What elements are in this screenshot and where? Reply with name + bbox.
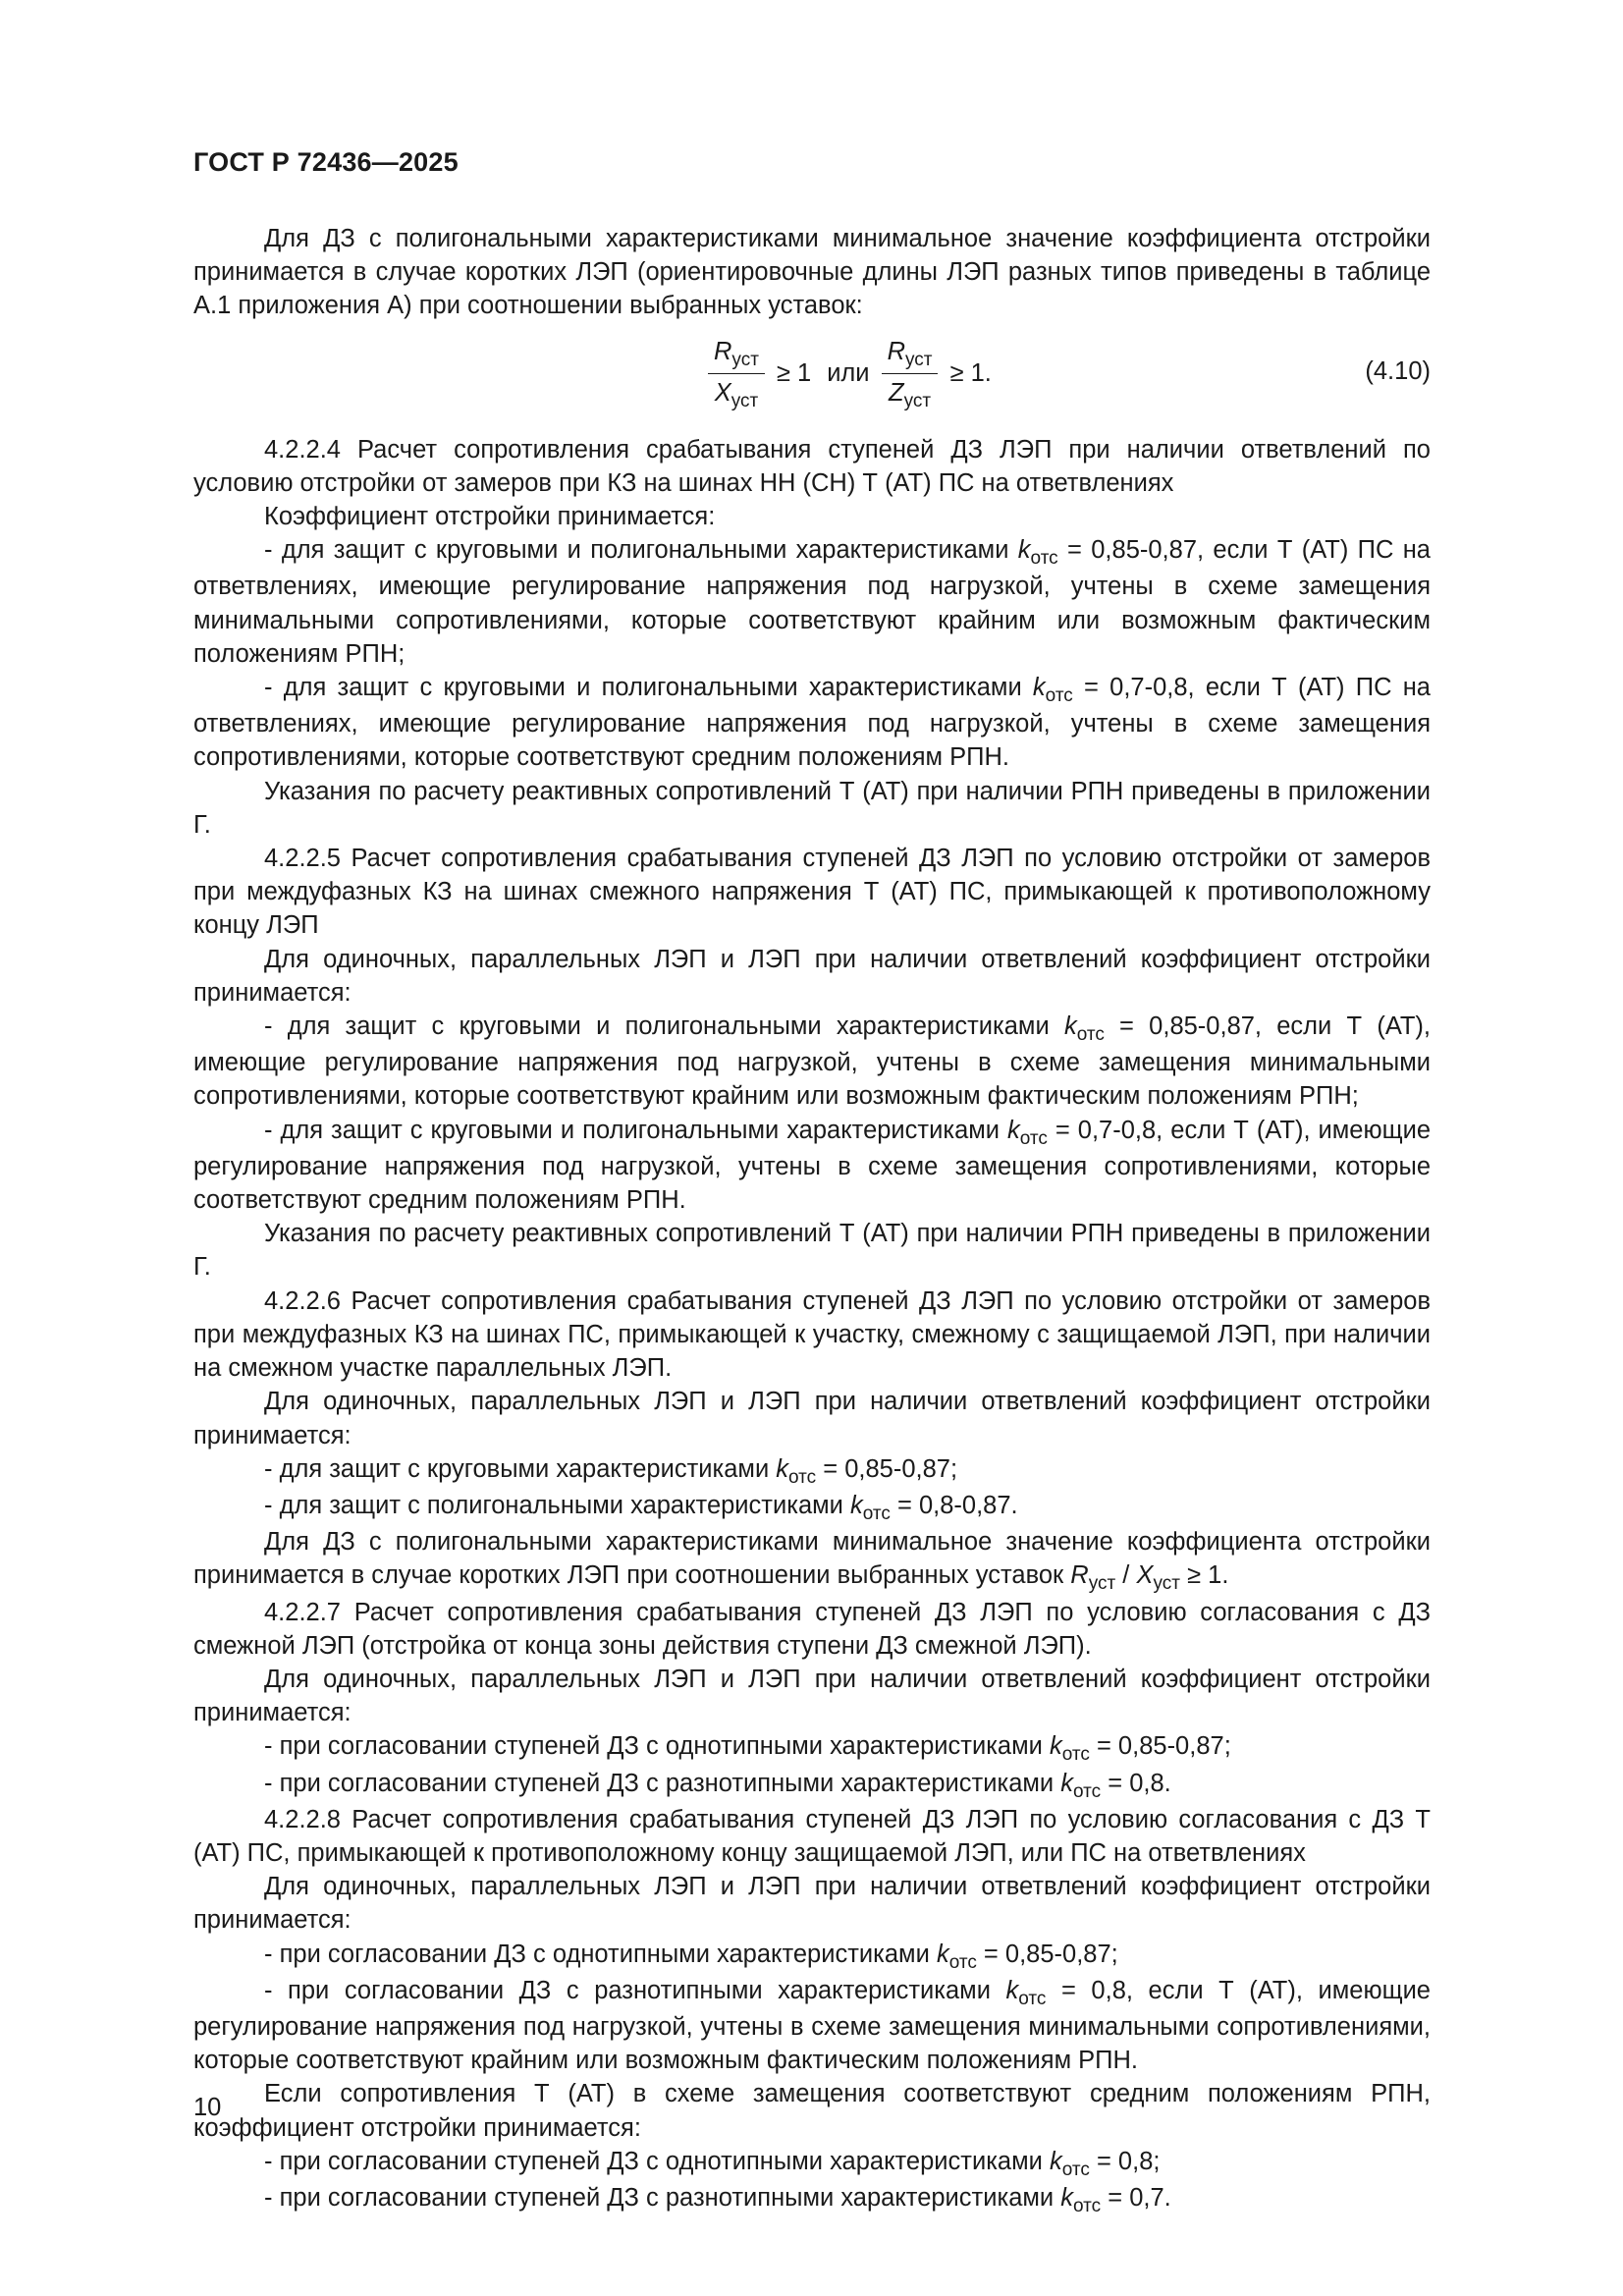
paragraph: Для одиночных, параллельных ЛЭП и ЛЭП при наличии ответвлений коэффициент отстройки принимается: bbox=[193, 1665, 1431, 1727]
formula-operator: ≥ 1 bbox=[776, 359, 812, 387]
section-4-2-2-5: 4.2.2.5 Расчет сопротивления срабатывания ступеней ДЗ ЛЭП по условию отстройки от замеров при междуфазных КЗ на шинах смежного напряжения Т (АТ) ПС, примыкающей к противоположному концу ЛЭП bbox=[193, 845, 1431, 940]
formula-number: (4.10) bbox=[1365, 356, 1431, 385]
list-item: - для защит с круговыми и полигональными характеристиками $k_{отс} = 0,85-0,87$, если Т (АТ) ПС на ответвлениях, имеющие регулирование напряжения под нагрузкой, учтены в схеме замещения минимальными сопротивлениями, которые соответствуют крайним или возможным фактическим положениям РПН; bbox=[193, 536, 1431, 668]
formula-operator: ≥ 1. bbox=[949, 359, 992, 387]
list-item: - при согласовании ДЗ с однотипными характеристиками $k_{отс} = 0,85-0,87$; bbox=[264, 1940, 1118, 1973]
page-body bbox=[193, 222, 1431, 2217]
page-number: 10 bbox=[193, 2094, 222, 2121]
list-item: - для защит с круговыми и полигональными характеристиками $k_{отс} = 0,7-0,8$, если Т (АТ) ПС на ответвлениях, имеющие регулирование напряжения под нагрузкой, учтены в схеме замещения сопротивлениями, которые соответствуют средним положениям РПН. bbox=[193, 674, 1431, 772]
paragraph: Для ДЗ с полигональными характеристиками минимальное значение коэффициента отстройки принимается в случае коротких ЛЭП при соотношении выбранных уставок $R_{уст} / X_{уст} \ge 1$. bbox=[193, 1528, 1431, 1595]
paragraph: Указания по расчету реактивных сопротивлений Т (АТ) при наличии РПН приведены в приложении Г. bbox=[193, 777, 1431, 839]
fraction-r-over-z bbox=[882, 333, 939, 414]
paragraph: Для одиночных, параллельных ЛЭП и ЛЭП при наличии ответвлений коэффициент отстройки принимается: bbox=[193, 1873, 1431, 1935]
paragraph: Указания по расчету реактивных сопротивлений Т (АТ) при наличии РПН приведены в приложении Г. bbox=[193, 1220, 1431, 1282]
paragraph: Для одиночных, параллельных ЛЭП и ЛЭП при наличии ответвлений коэффициент отстройки принимается: bbox=[193, 1388, 1431, 1449]
list-item: - для защит с полигональными характеристиками $k_{отс} = 0,8-0,87$. bbox=[264, 1491, 1018, 1524]
formula-4-10 bbox=[193, 325, 1431, 429]
section-4-2-2-4: 4.2.2.4 Расчет сопротивления срабатывания ступеней ДЗ ЛЭП при наличии ответвлений по условию отстройки от замеров при КЗ на шинах НН (СН) Т (АТ) ПС на ответвлениях bbox=[193, 435, 1431, 497]
fraction-r-over-x bbox=[708, 333, 765, 414]
paragraph: Коэффициент отстройки принимается: bbox=[264, 503, 716, 531]
list-item: - при согласовании ступеней ДЗ с разнотипными характеристиками $k_{отс} = 0,7$. bbox=[264, 2183, 1171, 2216]
list-item: - при согласовании ступеней ДЗ с однотипными характеристиками $k_{отс} = 0,8$; bbox=[264, 2147, 1161, 2180]
list-item: - для защит с круговыми и полигональными характеристиками $k_{отс} = 0,7-0,8$, если Т (АТ), имеющие регулирование напряжения под нагрузкой, учтены в схеме замещения сопротивлениями, которые соответствуют средним положениям РПН. bbox=[193, 1116, 1432, 1215]
document-header: ГОСТ Р 72436—2025 bbox=[193, 147, 459, 177]
fraction-denominator: $Z_{уст}$ bbox=[888, 378, 932, 411]
paragraph: Если сопротивления Т (АТ) в схеме замещения соответствуют средним положениям РПН, коэффициент отстройки принимается: bbox=[193, 2080, 1431, 2142]
paragraph: Для ДЗ с полигональными характеристиками минимальное значение коэффициента отстройки принимается в случае коротких ЛЭП (ориентировочные длины ЛЭП разных типов приведены в таблице А.1 приложения А) при соотношении выбранных уставок: bbox=[193, 225, 1431, 320]
fraction-denominator: $X_{уст}$ bbox=[714, 378, 759, 411]
formula-conjunction: или bbox=[827, 359, 870, 387]
formula-body bbox=[704, 333, 1000, 414]
list-item: - при согласовании ступеней ДЗ с однотипными характеристиками $k_{отс} = 0,85-0,87$; bbox=[264, 1732, 1231, 1766]
list-item: - для защит с круговыми характеристиками $k_{отс} = 0,85-0,87$; bbox=[264, 1454, 958, 1488]
list-item: - при согласовании ступеней ДЗ с разнотипными характеристиками $k_{отс} = 0,8$. bbox=[264, 1769, 1171, 1802]
paragraph: Для одиночных, параллельных ЛЭП и ЛЭП при наличии ответвлений коэффициент отстройки принимается: bbox=[193, 945, 1431, 1007]
list-item: - для защит с круговыми и полигональными характеристиками $k_{отс} = 0,85-0,87$, если Т (АТ), имеющие регулирование напряжения под нагрузкой, учтены в схеме замещения минимальными сопротивлениями, которые соответствуют крайним или возможным фактическим положениям РПН; bbox=[193, 1012, 1431, 1111]
fraction-numerator: $R_{уст}$ bbox=[882, 333, 939, 374]
section-4-2-2-6: 4.2.2.6 Расчет сопротивления срабатывания ступеней ДЗ ЛЭП по условию отстройки от замеров при междуфазных КЗ на шинах ПС, примыкающей к участку, смежному с защищаемой ЛЭП, при наличии на смежном участке параллельных ЛЭП. bbox=[193, 1286, 1431, 1383]
section-4-2-2-8: 4.2.2.8 Расчет сопротивления срабатывания ступеней ДЗ ЛЭП по условию согласования с ДЗ Т (АТ) ПС, примыкающей к противоположному концу защищаемой ЛЭП, или ПС на ответвлениях bbox=[193, 1805, 1431, 1867]
section-4-2-2-7: 4.2.2.7 Расчет сопротивления срабатывания ступеней ДЗ ЛЭП по условию согласования с ДЗ смежной ЛЭП (отстройка от конца зоны действия ступени ДЗ смежной ЛЭП). bbox=[193, 1598, 1431, 1660]
fraction-numerator: $R_{уст}$ bbox=[708, 333, 765, 374]
list-item: - при согласовании ДЗ с разнотипными характеристиками $k_{отс} = 0,8$, если Т (АТ), имеющие регулирование напряжения под нагрузкой, учтены в схеме замещения минимальными сопротивлениями, которые соответствуют крайним или возможным фактическим положениям РПН. bbox=[193, 1976, 1431, 2075]
